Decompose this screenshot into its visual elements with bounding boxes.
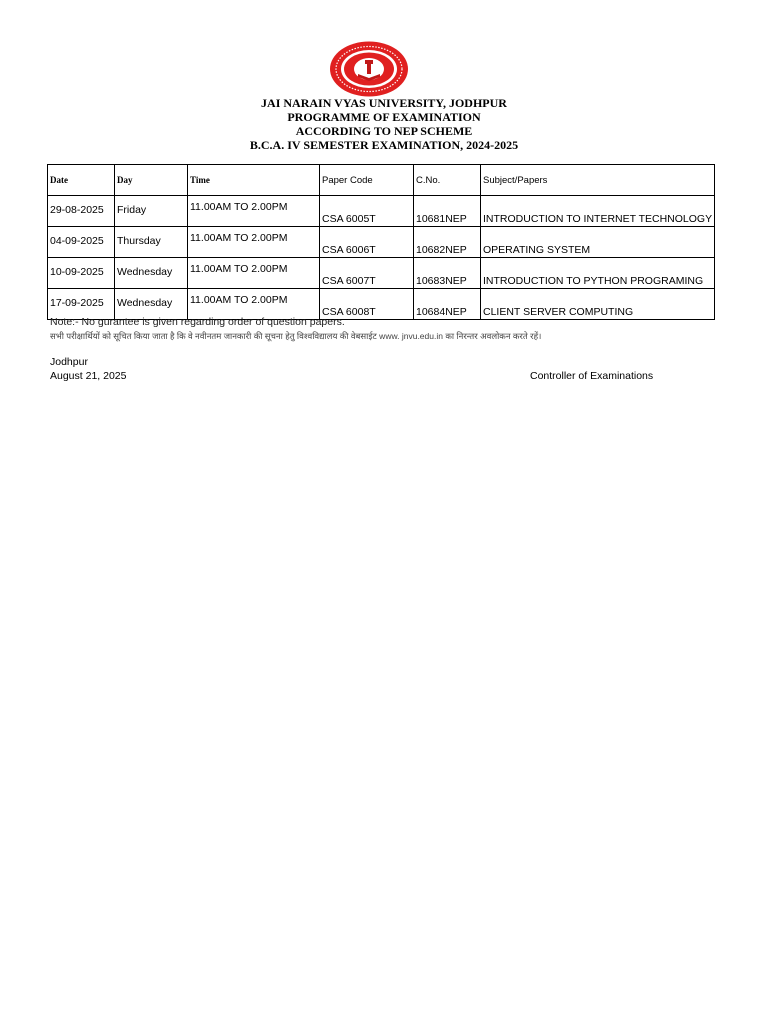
- table-header-row: [48, 165, 715, 196]
- cell-cno: 10681NEP: [414, 196, 481, 227]
- exam-schedule-table: [47, 164, 715, 320]
- cell-time: 11.00AM TO 2.00PM: [188, 196, 320, 227]
- cell-day: Wednesday: [115, 258, 188, 289]
- cell-date: 29-08-2025: [48, 196, 115, 227]
- hindi-website-notice: सभी परीक्षार्थियों को सूचित किया जाता है कि वे नवीनतम जानकारी की सूचना हेतु विश्वविद्यालय की वेबसाईट www. jnvu.edu.in का निरन्तर अवलोकन करते रहें।: [50, 331, 542, 341]
- col-header-subject: Subject/Papers: [481, 165, 715, 196]
- cell-time: 11.00AM TO 2.00PM: [188, 289, 320, 320]
- cell-day: Wednesday: [115, 289, 188, 320]
- cell-date: 04-09-2025: [48, 227, 115, 258]
- scheme-title: ACCORDING TO NEP SCHEME: [295, 124, 473, 138]
- cell-cno: 10684NEP: [414, 289, 481, 320]
- cell-subject: OPERATING SYSTEM: [481, 227, 715, 258]
- table-row: [48, 258, 715, 289]
- issue-place: Jodhpur: [50, 356, 88, 368]
- order-disclaimer-note: Note:- No gurantee is given regarding order of question papers.: [50, 316, 345, 328]
- col-header-paper-code: Paper Code: [320, 165, 414, 196]
- cell-time: 11.00AM TO 2.00PM: [188, 227, 320, 258]
- table-row: [48, 227, 715, 258]
- cell-subject: CLIENT SERVER COMPUTING: [481, 289, 715, 320]
- col-header-time: Time: [188, 165, 320, 196]
- cell-cno: 10683NEP: [414, 258, 481, 289]
- cell-cno: 10682NEP: [414, 227, 481, 258]
- col-header-day: Day: [115, 165, 188, 196]
- cell-paper-code: CSA 6006T: [320, 227, 414, 258]
- document-heading: [0, 96, 768, 152]
- col-header-cno: C.No.: [414, 165, 481, 196]
- programme-title: PROGRAMME OF EXAMINATION: [287, 110, 481, 124]
- cell-paper-code: CSA 6008T: [320, 289, 414, 320]
- cell-day: Thursday: [115, 227, 188, 258]
- exam-title: B.C.A. IV SEMESTER EXAMINATION, 2024-2025: [249, 138, 519, 152]
- cell-date: 10-09-2025: [48, 258, 115, 289]
- col-header-date: Date: [48, 165, 115, 196]
- cell-date: 17-09-2025: [48, 289, 115, 320]
- cell-paper-code: CSA 6007T: [320, 258, 414, 289]
- cell-subject: INTRODUCTION TO INTERNET TECHNOLOGY: [481, 196, 715, 227]
- table-row: [48, 196, 715, 227]
- issue-date: August 21, 2025: [50, 370, 127, 382]
- cell-paper-code: CSA 6005T: [320, 196, 414, 227]
- table-row: [48, 289, 715, 320]
- university-name: JAI NARAIN VYAS UNIVERSITY, JODHPUR: [261, 96, 507, 110]
- university-logo: [329, 41, 409, 97]
- signatory-title: Controller of Examinations: [530, 370, 654, 382]
- cell-time: 11.00AM TO 2.00PM: [188, 258, 320, 289]
- cell-day: Friday: [115, 196, 188, 227]
- cell-subject: INTRODUCTION TO PYTHON PROGRAMING: [481, 258, 715, 289]
